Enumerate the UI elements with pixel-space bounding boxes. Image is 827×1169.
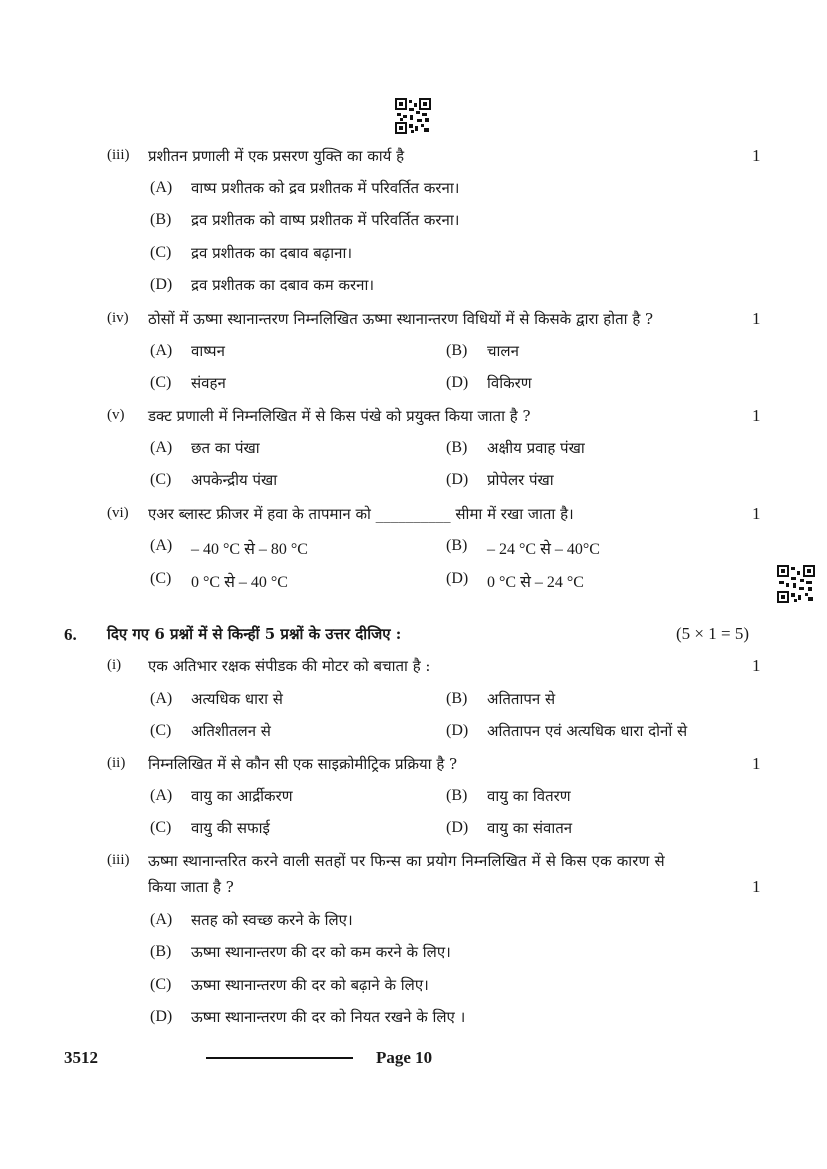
question-number: (iv): [107, 310, 129, 326]
option-text: 0 °C से – 40 °C: [191, 574, 288, 591]
option-text: वाष्प प्रशीतक को द्रव प्रशीतक में परिवर्तित करना।: [191, 179, 460, 197]
option-text: 0 °C से – 24 °C: [487, 574, 584, 591]
option-label: (D): [446, 570, 469, 587]
option-label: (B): [150, 943, 172, 960]
question-text-after: सीमा में रखा जाता है।: [455, 505, 574, 523]
question-marks: 1: [752, 656, 761, 675]
option-label: (D): [446, 819, 469, 836]
option-label: (C): [150, 570, 172, 587]
question-number: (v): [107, 407, 125, 423]
section-marks: (5 × 1 = 5): [676, 624, 749, 643]
option-label: (B): [446, 787, 468, 804]
option-text: वायु का आर्द्रीकरण: [191, 787, 293, 805]
qr-code-side: [777, 565, 815, 603]
option-label: (D): [446, 471, 469, 488]
question-number: (ii): [107, 755, 126, 771]
option-text: ऊष्मा स्थानान्तरण की दर को नियत रखने के लिए ।: [191, 1008, 466, 1026]
option-text: संवहन: [191, 374, 226, 392]
question-number: (iii): [107, 147, 130, 163]
question-number: (vi): [107, 505, 129, 521]
option-text: प्रोपेलर पंखा: [487, 471, 554, 489]
option-label: (C): [150, 374, 172, 391]
option-text: वायु का वितरण: [487, 787, 571, 805]
option-label: (C): [150, 722, 172, 739]
option-label: (C): [150, 976, 172, 993]
option-text: विकिरण: [487, 374, 532, 392]
option-text: ऊष्मा स्थानान्तरण की दर को कम करने के लिए।: [191, 943, 451, 961]
qr-code-top: [395, 98, 431, 134]
question-text-line1: ऊष्मा स्थानान्तरित करने वाली सतहों पर फिन्स का प्रयोग निम्नलिखित में से किस एक कारण से: [148, 852, 665, 870]
option-label: (A): [150, 911, 173, 928]
question-text: डक्ट प्रणाली में निम्नलिखित में से किस पंखे को प्रयुक्त किया जाता है ?: [148, 407, 531, 425]
option-text: – 24 °C से – 40°C: [487, 541, 600, 558]
question-text: [148, 504, 574, 524]
question-number: 6.: [64, 625, 77, 644]
question-number: (i): [107, 657, 122, 673]
fill-blank: __________: [375, 505, 451, 523]
option-text: वाष्पन: [191, 342, 225, 360]
question-number: (iii): [107, 852, 130, 868]
question-marks: 1: [752, 504, 761, 523]
option-label: (C): [150, 471, 172, 488]
option-label: (D): [150, 276, 173, 293]
question-text: निम्नलिखित में से कौन सी एक साइक्रोमीट्रिक प्रक्रिया है ?: [148, 755, 458, 773]
option-text: छत का पंखा: [191, 439, 260, 457]
option-label: (B): [446, 537, 468, 554]
option-text: अतितापन से: [487, 690, 556, 708]
option-label: (A): [150, 179, 173, 196]
question-text: एक अतिभार रक्षक संपीडक की मोटर को बचाता है :: [148, 657, 431, 675]
option-label: (C): [150, 244, 172, 261]
option-label: (A): [150, 537, 173, 554]
option-text: – 40 °C से – 80 °C: [191, 541, 308, 558]
option-label: (B): [150, 211, 172, 228]
question-text-before: एअर ब्लास्ट फ्रीजर में हवा के तापमान को: [148, 505, 371, 523]
option-label: (A): [150, 690, 173, 707]
option-label: (B): [446, 439, 468, 456]
question-text: ठोसों में ऊष्मा स्थानान्तरण निम्नलिखित ऊष्मा स्थानान्तरण विधियों में से किसके द्वारा होता है ?: [148, 310, 654, 328]
option-label: (B): [446, 342, 468, 359]
question-marks: 1: [752, 146, 761, 165]
option-text: अतितापन एवं अत्यधिक धारा दोनों से: [487, 722, 688, 740]
option-text: ऊष्मा स्थानान्तरण की दर को बढ़ाने के लिए।: [191, 976, 429, 994]
option-text: द्रव प्रशीतक का दबाव बढ़ाना।: [191, 244, 353, 262]
option-text: अतिशीतलन से: [191, 722, 271, 740]
option-text: अक्षीय प्रवाह पंखा: [487, 439, 585, 457]
option-text: द्रव प्रशीतक का दबाव कम करना।: [191, 276, 375, 294]
qr-code-side-graphic: [777, 565, 815, 603]
section-heading: दिए गए 6 प्रश्नों में से किन्हीं 5 प्रश्नों के उत्तर दीजिए :: [107, 625, 402, 643]
footer-divider: [206, 1057, 353, 1059]
paper-code: 3512: [64, 1048, 98, 1067]
question-text: प्रशीतन प्रणाली में एक प्रसरण युक्ति का कार्य है: [148, 147, 405, 165]
option-text: वायु का संवातन: [487, 819, 573, 837]
question-marks: 1: [752, 754, 761, 773]
option-label: (A): [150, 787, 173, 804]
option-text: द्रव प्रशीतक को वाष्प प्रशीतक में परिवर्तित करना।: [191, 211, 460, 229]
question-text-line2: किया जाता है ?: [148, 878, 234, 896]
option-text: चालन: [487, 342, 519, 360]
option-label: (B): [446, 690, 468, 707]
option-label: (D): [446, 374, 469, 391]
option-label: (A): [150, 342, 173, 359]
question-marks: 1: [752, 309, 761, 328]
page-number: Page 10: [376, 1048, 433, 1067]
option-label: (D): [150, 1008, 173, 1025]
option-text: अत्यधिक धारा से: [191, 690, 283, 708]
option-text: अपकेन्द्रीय पंखा: [191, 471, 278, 489]
option-label: (C): [150, 819, 172, 836]
qr-code-top-graphic: [395, 98, 431, 134]
option-label: (A): [150, 439, 173, 456]
question-marks: 1: [752, 877, 761, 896]
question-marks: 1: [752, 406, 761, 425]
option-text: सतह को स्वच्छ करने के लिए।: [191, 911, 353, 929]
option-text: वायु की सफाई: [191, 819, 270, 837]
option-label: (D): [446, 722, 469, 739]
